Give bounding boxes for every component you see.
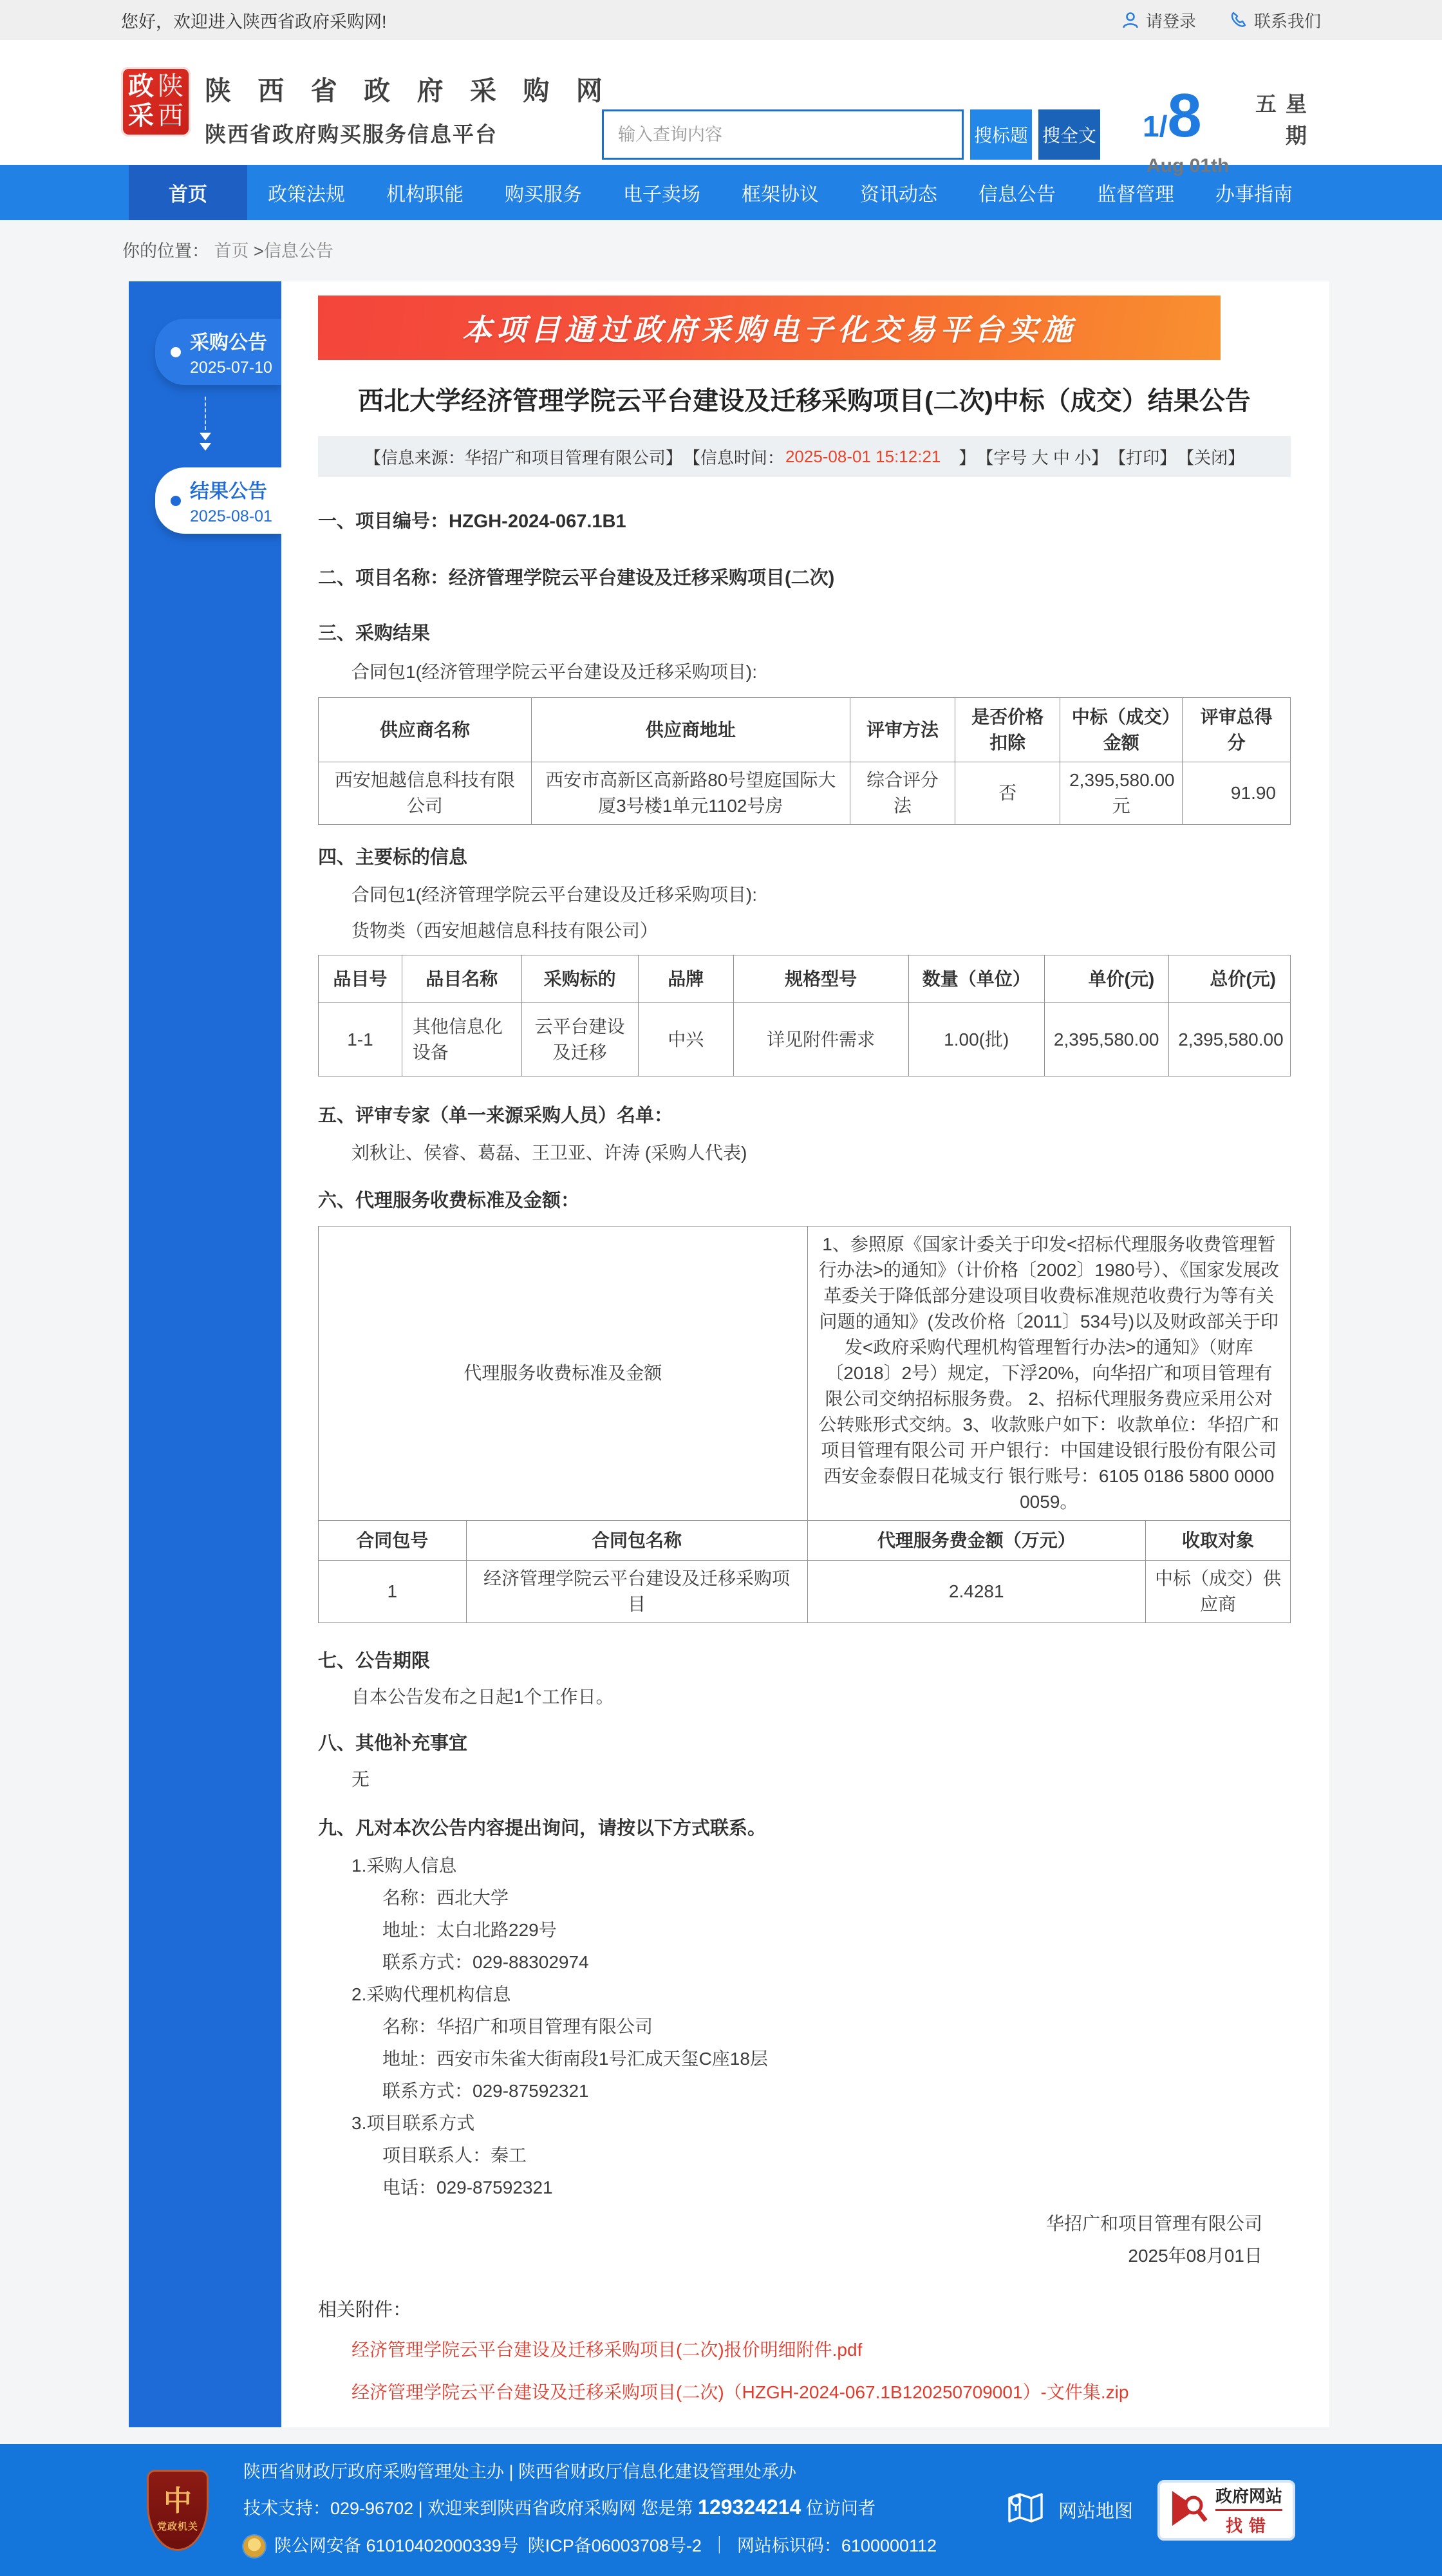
nav-tab-home[interactable]: 首页 xyxy=(129,165,247,220)
nav-tab-purchase-services[interactable]: 购买服务 xyxy=(505,184,582,205)
find-error-icon xyxy=(1170,2488,1208,2532)
agent-address: 地址：西安市朱雀大街南段1号汇成天玺C座18层 xyxy=(382,2049,768,2069)
icp-record-link[interactable]: 陕ICP备06003708号-2 xyxy=(527,2536,702,2555)
top-bar xyxy=(0,0,1442,40)
close-button[interactable]: 【关闭】 xyxy=(1177,447,1245,467)
agent-name: 名称：华招广和项目管理有限公司 xyxy=(382,2017,653,2036)
logo-char: 政 xyxy=(128,72,154,100)
brand-cell: 中兴 xyxy=(638,1003,733,1076)
buyer-phone: 联系方式：029-88302974 xyxy=(382,1952,589,1972)
find-error-badge[interactable] xyxy=(1157,2480,1295,2541)
supplier-name-cell: 西安旭越信息科技有限公司 xyxy=(319,762,532,825)
table-row xyxy=(319,1561,1291,1623)
search-input[interactable] xyxy=(602,109,964,160)
map-icon xyxy=(1006,2488,1045,2533)
section-4-package: 合同包1(经济管理学院云平台建设及迁移采购项目): xyxy=(351,885,758,905)
breadcrumb-current-link[interactable]: 信息公告 xyxy=(263,241,333,261)
security-record-link[interactable]: 陕公网安备 61010402000339号 xyxy=(274,2536,519,2555)
nav-tab-announcements[interactable]: 信息公告 xyxy=(979,184,1056,205)
project-contact-phone: 电话：029-87592321 xyxy=(382,2177,553,2197)
search-fulltext-button[interactable]: 搜全文 xyxy=(1038,109,1100,160)
contact-us-link[interactable] xyxy=(1230,8,1321,32)
buyer-name: 名称：西北大学 xyxy=(382,1888,509,1908)
items-table-header: 规格型号 xyxy=(733,955,908,1003)
section-9-heading: 九、凡对本次公告内容提出询问，请按以下方式联系。 xyxy=(318,1818,767,1839)
find-error-title: 政府网站 xyxy=(1215,2483,1282,2511)
nav-tab-framework[interactable]: 框架协议 xyxy=(742,184,819,205)
date-month: 1/ xyxy=(1143,109,1168,143)
fee-table-header: 合同包号 xyxy=(319,1521,467,1561)
site-title: 陕 西 省 政 府 采 购 网 xyxy=(205,76,612,106)
item-no-cell: 1-1 xyxy=(319,1003,402,1076)
nav-tab-e-market[interactable]: 电子卖场 xyxy=(623,184,700,205)
info-time-value: 2025-08-01 15:12:21 xyxy=(785,446,941,466)
find-error-subtitle: 找错 xyxy=(1225,2516,1272,2535)
breadcrumb-label: 你的位置： xyxy=(122,241,209,261)
review-method-cell: 综合评分法 xyxy=(850,762,955,825)
total-price-cell: 2,395,580.00 xyxy=(1169,1003,1291,1076)
police-badge-icon xyxy=(243,2535,265,2557)
signature-date: 2025年08月01日 xyxy=(1128,2246,1262,2266)
info-time-label: 【信息时间： xyxy=(683,447,784,467)
result-table-header: 中标（成交）金额 xyxy=(1060,698,1183,762)
sidebar-item-label: 采购公告 xyxy=(190,332,267,353)
project-contact-name: 项目联系人：秦工 xyxy=(382,2145,527,2165)
other-notes-text: 无 xyxy=(351,1769,370,1789)
spec-model-cell: 详见附件需求 xyxy=(733,1003,908,1076)
banner-text: 本项目通过政府采购电子化交易平台实施 xyxy=(462,313,1076,346)
site-id-code: 网站标识码：6100000112 xyxy=(736,2536,937,2555)
info-bar xyxy=(318,436,1291,477)
buyer-info-heading: 1.采购人信息 xyxy=(351,1856,457,1876)
review-score-cell: 91.90 xyxy=(1183,762,1291,825)
items-table-header: 品目号 xyxy=(319,955,402,1003)
logo-char: 西 xyxy=(158,102,183,130)
login-link[interactable] xyxy=(1121,8,1196,32)
breadcrumb xyxy=(122,237,1442,262)
table-row xyxy=(319,1003,1291,1076)
result-table-header: 是否价格扣除 xyxy=(955,698,1060,762)
platform-banner xyxy=(318,296,1221,360)
sitemap-label: 网站地图 xyxy=(1058,2501,1133,2522)
sidebar-item-date: 2025-08-01 xyxy=(190,507,272,525)
shield-emblem: 中 xyxy=(164,2485,192,2517)
section-2-project-name: 二、项目名称：经济管理学院云平台建设及迁移采购项目(二次) xyxy=(318,568,835,588)
bullet-dot-icon xyxy=(171,496,181,506)
visitor-count: 129324214 xyxy=(698,2495,801,2519)
shield-label: 党政机关 xyxy=(156,2521,198,2532)
info-time-close: 】 xyxy=(942,447,976,467)
person-icon xyxy=(1121,11,1139,29)
price-deduction-cell: 否 xyxy=(955,762,1060,825)
sidebar-item-date: 2025-07-10 xyxy=(190,359,272,377)
nav-tab-supervision[interactable]: 监督管理 xyxy=(1097,184,1174,205)
fee-table-header: 收取对象 xyxy=(1145,1521,1290,1561)
fee-standard-text-cell: 1、参照原《国家计委关于印发<招标代理服务收费管理暂行办法>的通知》（计价格〔2002〕1980号）、《国家发展改革委关于降低部分建设项目收费标准规范收费行为等有关问题的通知》(发改价格〔2011〕534号)以及财政部关于印发<政府采购代理机构管理暂行办法>的通知》（财库〔2018〕2号）规定，下浮20%，向华招广和项目管理有限公司交纳招标服务费。 2、招标代理服务费应采用公对公转账形式交纳。3、收款账户如下：收款单位：华招广和项目管理有限公司 开户银行：中国建设银行股份有限公司西安金泰假日花城支行 银行账号：6105 0186 5800 0000 0059。 xyxy=(807,1227,1290,1521)
bullet-dot-icon xyxy=(171,347,181,357)
items-table-header: 数量（单位） xyxy=(908,955,1044,1003)
announcement-period-text: 自本公告发布之日起1个工作日。 xyxy=(351,1687,614,1707)
items-table xyxy=(318,955,1291,1076)
fee-table-header: 合同包名称 xyxy=(466,1521,807,1561)
result-table-header: 评审方法 xyxy=(850,698,955,762)
fee-standard-label-cell: 代理服务收费标准及金额 xyxy=(319,1227,808,1521)
date-english: Aug 01th xyxy=(1147,155,1230,176)
content-card xyxy=(129,281,1329,2427)
nav-tab-news[interactable]: 资讯动态 xyxy=(860,184,937,205)
login-label: 请登录 xyxy=(1145,11,1196,31)
project-contact-heading: 3.项目联系方式 xyxy=(351,2113,475,2133)
supplier-address-cell: 西安市高新区高新路80号望庭国际大厦3号楼1单元1102号房 xyxy=(531,762,850,825)
breadcrumb-home-link[interactable]: 首页 xyxy=(214,241,249,261)
table-row xyxy=(319,1227,1291,1521)
section-6-heading: 六、代理服务收费标准及金额： xyxy=(318,1190,580,1211)
attachment-link-zip[interactable]: 经济管理学院云平台建设及迁移采购项目(二次)（HZGH-2024-067.1B120250709001）-文件集.zip xyxy=(351,2382,1129,2402)
fee-amount-cell: 2.4281 xyxy=(807,1561,1145,1623)
attachments-label: 相关附件： xyxy=(318,2300,412,2320)
fee-table-header: 代理服务费金额（万元） xyxy=(807,1521,1145,1561)
section-3-heading: 三、采购结果 xyxy=(318,623,431,644)
date-weekday: 星期五 xyxy=(1253,93,1307,156)
page-footer xyxy=(0,2444,1442,2576)
fee-table xyxy=(318,1226,1291,1623)
site-header xyxy=(0,40,1442,176)
items-table-header: 品目名称 xyxy=(402,955,521,1003)
footer-shield-logo xyxy=(147,2470,209,2551)
sidebar xyxy=(129,281,281,2427)
agent-phone: 联系方式：029-87592321 xyxy=(382,2081,589,2101)
section-3-package: 合同包1(经济管理学院云平台建设及迁移采购项目): xyxy=(351,662,758,682)
date-widget xyxy=(1143,81,1310,177)
article-main xyxy=(281,281,1329,2427)
sidebar-item-purchase-announcement[interactable] xyxy=(155,319,281,385)
nav-tab-policies[interactable]: 政策法规 xyxy=(268,184,345,205)
site-subtitle: 陕西省政府购买服务信息平台 xyxy=(205,122,498,146)
site-logo[interactable] xyxy=(121,67,191,136)
page-title: 西北大学经济管理学院云平台建设及迁移采购项目(二次)中标（成交）结果公告 xyxy=(358,387,1251,415)
logo-char: 采 xyxy=(128,102,154,130)
sitemap-link[interactable] xyxy=(1006,2488,1133,2533)
attachment-link-pdf[interactable]: 经济管理学院云平台建设及迁移采购项目(二次)报价明细附件.pdf xyxy=(351,2340,863,2360)
phone-icon xyxy=(1230,11,1248,29)
signature-company: 华招广和项目管理有限公司 xyxy=(1045,2214,1262,2233)
fee-payer-cell: 中标（成交）供应商 xyxy=(1145,1561,1290,1623)
section-4-heading: 四、主要标的信息 xyxy=(318,847,468,868)
package-name-cell: 经济管理学院云平台建设及迁移采购项目 xyxy=(466,1561,807,1623)
nav-tab-guide[interactable]: 办事指南 xyxy=(1215,184,1293,205)
result-table xyxy=(318,697,1291,825)
footer-separator: ｜ xyxy=(710,2536,728,2555)
footer-visitor-suffix: 位访问者 xyxy=(801,2498,876,2518)
info-source: 【信息来源：华招广和项目管理有限公司】 xyxy=(364,447,682,467)
result-table-header: 评审总得分 xyxy=(1183,698,1291,762)
sidebar-item-label: 结果公告 xyxy=(190,481,267,502)
search-title-button[interactable]: 搜标题 xyxy=(970,109,1032,160)
agent-info-heading: 2.采购代理机构信息 xyxy=(351,1984,511,2004)
items-table-header: 采购标的 xyxy=(521,955,638,1003)
contact-us-label: 联系我们 xyxy=(1253,11,1321,31)
buyer-address: 地址：太白北路229号 xyxy=(382,1920,557,1940)
unit-price-cell: 2,395,580.00 xyxy=(1044,1003,1168,1076)
award-amount-cell: 2,395,580.00元 xyxy=(1060,762,1183,825)
table-row xyxy=(319,762,1291,825)
items-table-header: 总价(元) xyxy=(1169,955,1291,1003)
font-size-controls[interactable]: 【字号 大 中 小】 xyxy=(977,447,1109,467)
section-5-heading: 五、评审专家（单一来源采购人员）名单： xyxy=(318,1105,673,1126)
section-7-heading: 七、公告期限 xyxy=(318,1651,431,1671)
flow-arrow-icon xyxy=(205,397,281,458)
date-day: 8 xyxy=(1167,81,1202,150)
sidebar-item-result-announcement[interactable] xyxy=(155,467,281,534)
section-1-project-number: 一、项目编号：HZGH-2024-067.1B1 xyxy=(318,511,626,532)
topbar-greeting: 您好，欢迎进入陕西省政府采购网! xyxy=(121,12,387,32)
result-table-header: 供应商名称 xyxy=(319,698,532,762)
footer-line-3 xyxy=(243,2535,937,2557)
item-name-cell: 其他信息化设备 xyxy=(402,1003,521,1076)
items-table-header: 品牌 xyxy=(638,955,733,1003)
footer-line-1: 陕西省财政厅政府采购管理处主办 | 陕西省财政厅信息化建设管理处承办 xyxy=(243,2461,797,2481)
section-8-heading: 八、其他补充事宜 xyxy=(318,1733,468,1754)
result-table-header: 供应商地址 xyxy=(531,698,850,762)
logo-char: 陕 xyxy=(158,72,183,100)
breadcrumb-separator: > xyxy=(254,241,264,261)
items-table-header: 单价(元) xyxy=(1044,955,1168,1003)
quantity-cell: 1.00(批) xyxy=(908,1003,1044,1076)
section-4-category: 货物类（西安旭越信息科技有限公司） xyxy=(351,921,659,941)
nav-tab-functions[interactable]: 机构职能 xyxy=(386,184,464,205)
footer-support-text: 技术支持：029-96702 | 欢迎来到陕西省政府采购网 您是第 xyxy=(243,2498,698,2518)
print-button[interactable]: 【打印】 xyxy=(1109,447,1177,467)
footer-line-2 xyxy=(243,2495,937,2519)
expert-names: 刘秋让、侯睿、葛磊、王卫亚、许涛 (采购人代表) xyxy=(351,1143,747,1163)
search-box xyxy=(602,109,1100,160)
package-no-cell: 1 xyxy=(319,1561,467,1623)
procurement-target-cell: 云平台建设及迁移 xyxy=(521,1003,638,1076)
